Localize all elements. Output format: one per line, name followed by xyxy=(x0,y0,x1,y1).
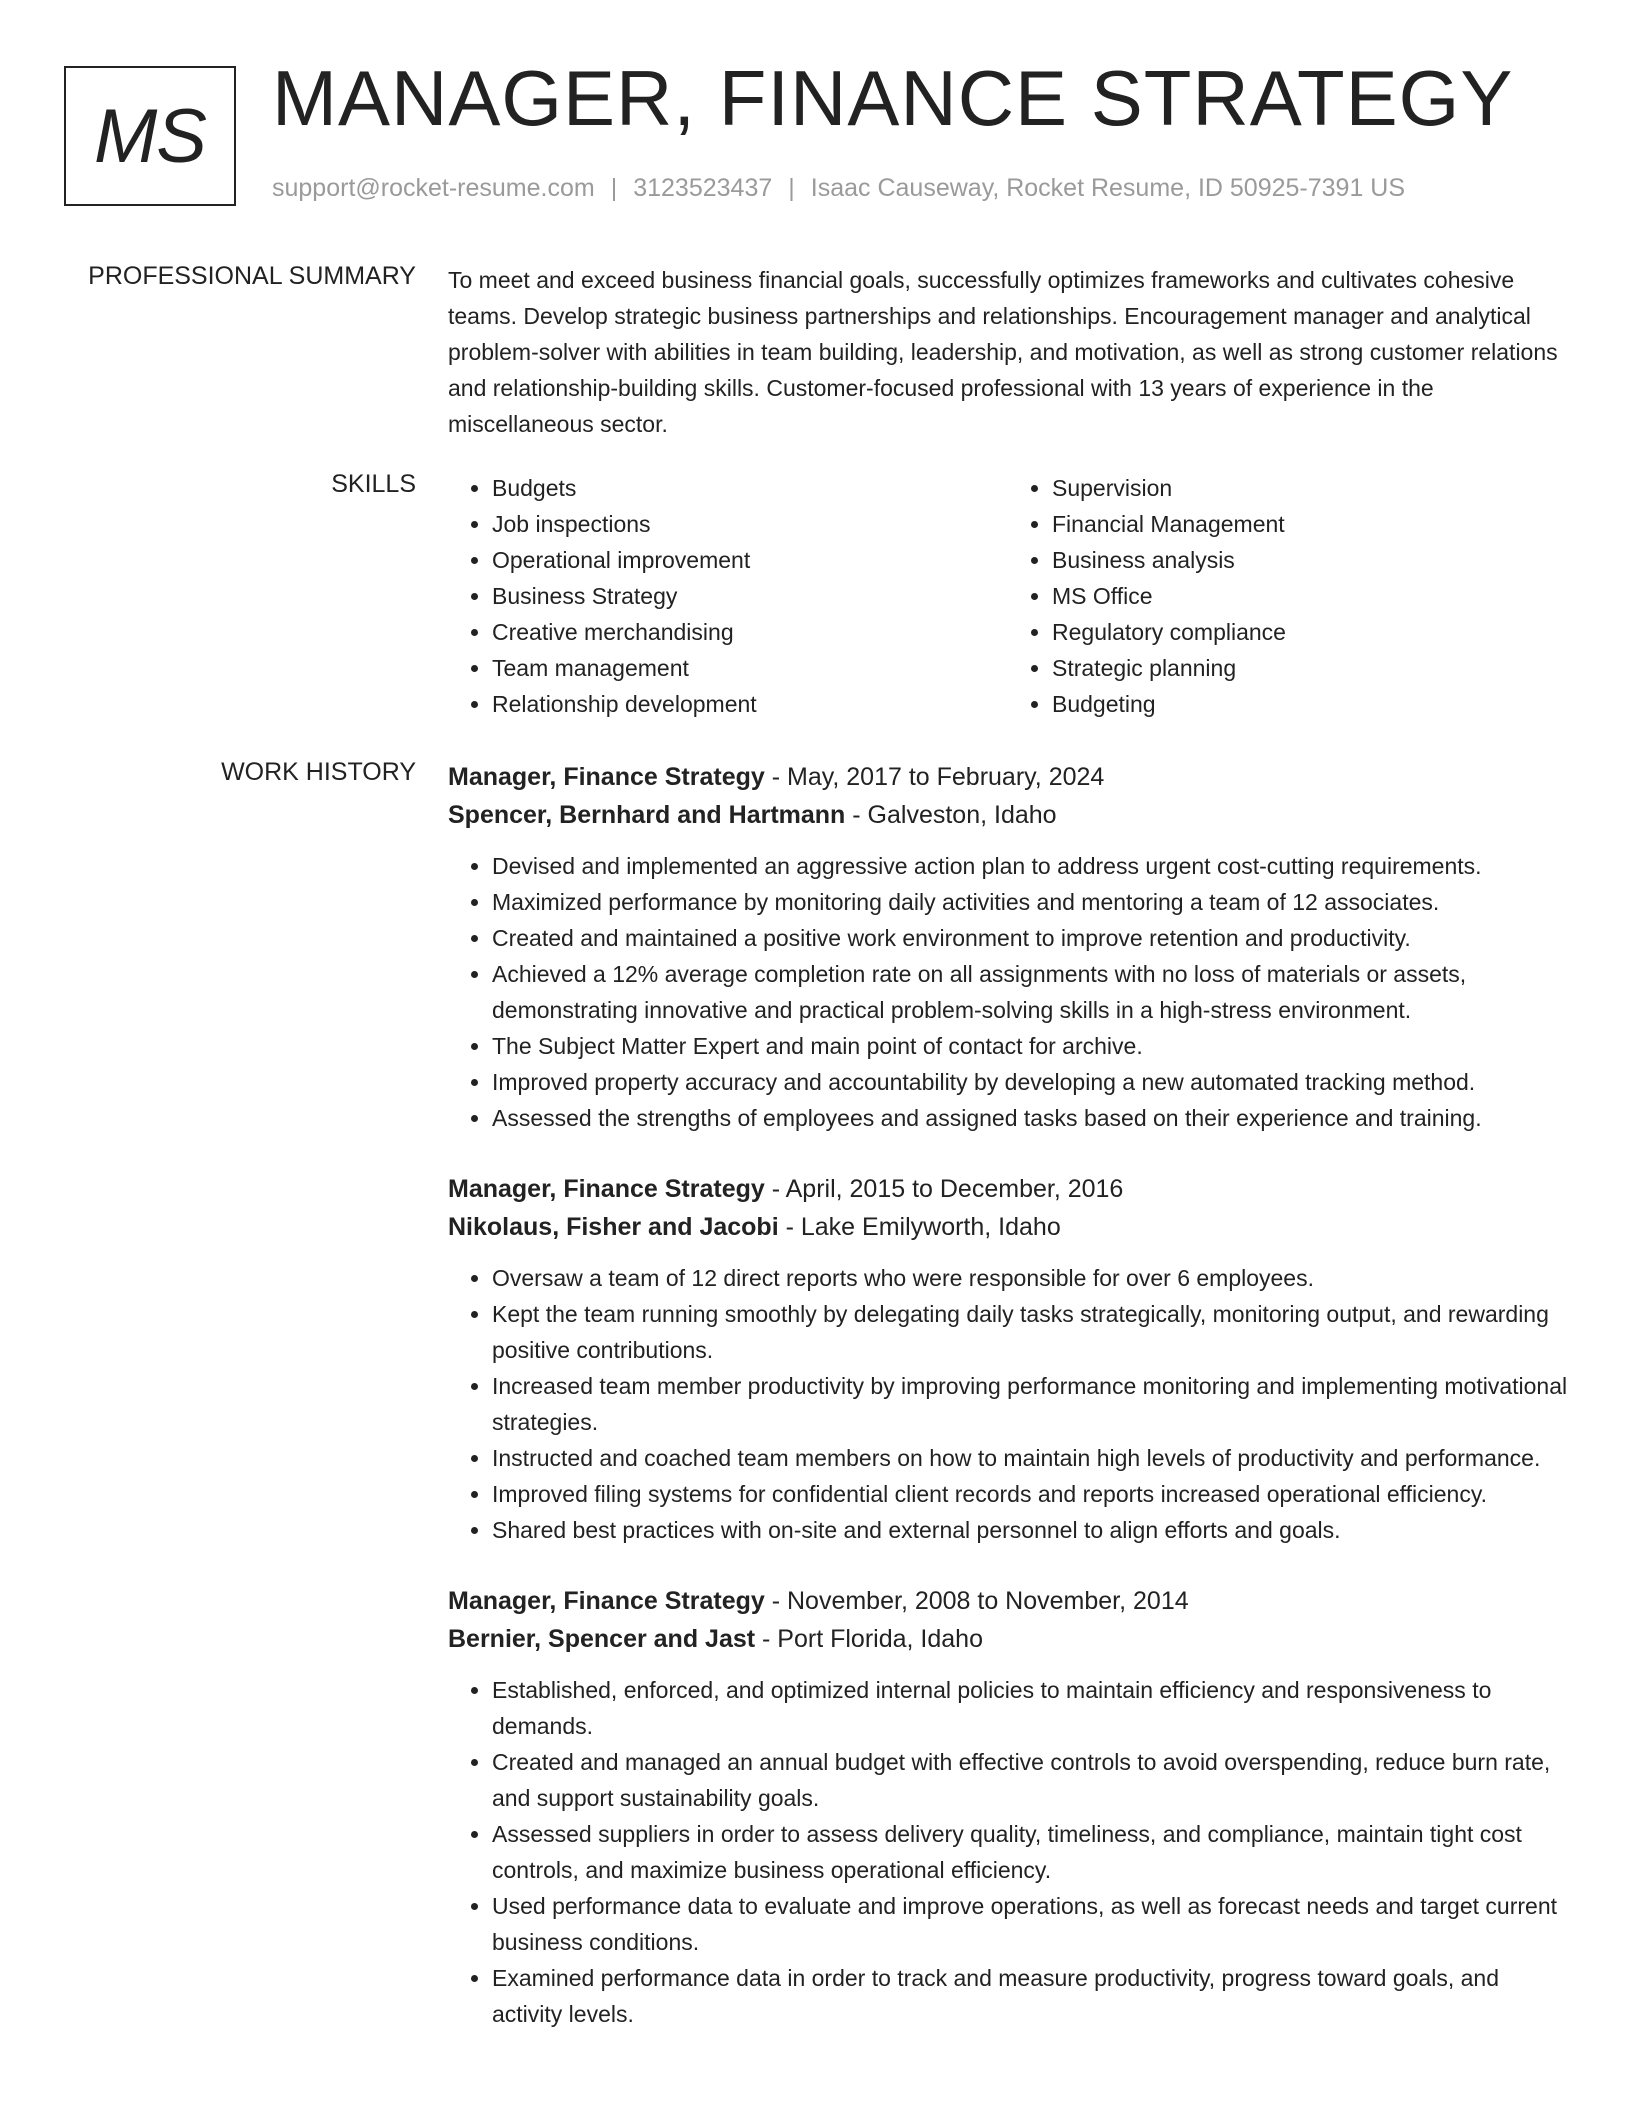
monogram-text: MS xyxy=(94,93,206,179)
job-entry xyxy=(448,1582,1568,2032)
skill-item: • Team management xyxy=(492,650,1008,686)
job-bullet: • Instructed and coached team members on how to maintain high levels of productivity and performance. xyxy=(492,1440,1568,1476)
skill-item: • Job inspections xyxy=(492,506,1008,542)
summary-text: To meet and exceed business financial goals, successfully optimizes frameworks and cultivates cohesive teams. Develop strategic business partnerships and relationships. Encouragement manager and analytical problem-solver with abilities in team building, leadership, and motivation, as well as strong customer relations and relationship-building skills. Customer-focused professional with 13 years of experience in the miscellaneous sector. xyxy=(448,267,1558,437)
work-history-body xyxy=(448,758,1568,2066)
skill-item: • MS Office xyxy=(1052,578,1568,614)
skills-heading: SKILLS xyxy=(331,470,416,498)
job-bullet: • Devised and implemented an aggressive action plan to address urgent cost-cutting requirements. xyxy=(492,848,1568,884)
job-bullet: • Created and managed an annual budget with effective controls to avoid overspending, reduce burn rate, and support sustainability goals. xyxy=(492,1744,1568,1816)
job-bullet: • Improved property accuracy and accountability by developing a new automated tracking method. xyxy=(492,1064,1568,1100)
skill-item: • Business analysis xyxy=(1052,542,1568,578)
job-bullet: • Shared best practices with on-site and external personnel to align efforts and goals. xyxy=(492,1512,1568,1548)
job-title: Manager, Finance Strategy xyxy=(448,1587,765,1615)
job-bullet: • Examined performance data in order to track and measure productivity, progress toward goals, and activity levels. xyxy=(492,1960,1568,2032)
job-dates: - May, 2017 to February, 2024 xyxy=(764,763,1105,791)
job-bullet: • Assessed the strengths of employees and assigned tasks based on their experience and training. xyxy=(492,1100,1568,1136)
contact-phone: 3123523437 xyxy=(633,174,773,202)
job-bullet: • Created and maintained a positive work environment to improve retention and productivity. xyxy=(492,920,1568,956)
monogram-logo xyxy=(64,66,236,206)
skill-item: • Operational improvement xyxy=(492,542,1008,578)
job-bullet: • The Subject Matter Expert and main point of contact for archive. xyxy=(492,1028,1568,1064)
skill-item: • Supervision xyxy=(1052,470,1568,506)
summary-heading: PROFESSIONAL SUMMARY xyxy=(88,262,416,290)
job-company-line xyxy=(448,1208,1568,1246)
job-bullet: • Achieved a 12% average completion rate on all assignments with no loss of materials or assets, demonstrating innovative and practical problem-solving skills in a high-stress environment. xyxy=(492,956,1568,1028)
contact-email: support@rocket-resume.com xyxy=(272,174,595,202)
job-location: - Lake Emilyworth, Idaho xyxy=(778,1213,1061,1241)
job-bullets xyxy=(448,1260,1568,1548)
job-bullet: • Maximized performance by monitoring daily activities and mentoring a team of 12 associates. xyxy=(492,884,1568,920)
job-location: - Galveston, Idaho xyxy=(845,801,1057,829)
contact-separator: | xyxy=(610,174,618,202)
job-bullets xyxy=(448,848,1568,1136)
summary-body xyxy=(448,262,1568,442)
skill-item: • Budgeting xyxy=(1052,686,1568,722)
skill-item: • Regulatory compliance xyxy=(1052,614,1568,650)
job-title-line xyxy=(448,1170,1568,1208)
job-company: Spencer, Bernhard and Hartmann xyxy=(448,801,846,829)
job-bullet: • Used performance data to evaluate and improve operations, as well as forecast needs and target current business conditions. xyxy=(492,1888,1568,1960)
job-bullet: • Oversaw a team of 12 direct reports who were responsible for over 6 employees. xyxy=(492,1260,1568,1296)
contact-separator: | xyxy=(788,174,795,202)
skill-item: • Creative merchandising xyxy=(492,614,1008,650)
skill-item: • Strategic planning xyxy=(1052,650,1568,686)
job-bullet: • Kept the team running smoothly by delegating daily tasks strategically, monitoring output, and rewarding positive contributions. xyxy=(492,1296,1568,1368)
contact-address: Isaac Causeway, Rocket Resume, ID 50925-7391 US xyxy=(810,174,1406,202)
job-bullet: • Improved filing systems for confidential client records and reports increased operational efficiency. xyxy=(492,1476,1568,1512)
job-company: Nikolaus, Fisher and Jacobi xyxy=(448,1213,779,1241)
job-title: Manager, Finance Strategy xyxy=(448,763,765,791)
contact-line xyxy=(272,174,1405,203)
job-bullet: • Increased team member productivity by improving performance monitoring and implementing motivational strategies. xyxy=(492,1368,1568,1440)
job-location: - Port Florida, Idaho xyxy=(755,1625,983,1653)
work-history-heading: WORK HISTORY xyxy=(221,758,416,786)
skills-column-left xyxy=(448,470,1008,722)
job-bullet: • Established, enforced, and optimized internal policies to maintain efficiency and responsiveness to demands. xyxy=(492,1672,1568,1744)
job-title-line xyxy=(448,1582,1568,1620)
job-company-line xyxy=(448,1620,1568,1658)
skills-column-right xyxy=(1008,470,1568,722)
job-entry xyxy=(448,758,1568,1136)
job-title-line xyxy=(448,758,1568,796)
page-title: MANAGER, FINANCE STRATEGY xyxy=(272,54,1514,142)
skill-item: • Business Strategy xyxy=(492,578,1008,614)
job-company: Bernier, Spencer and Jast xyxy=(448,1625,756,1653)
job-bullets xyxy=(448,1672,1568,2032)
skills-body xyxy=(448,470,1568,722)
job-dates: - November, 2008 to November, 2014 xyxy=(764,1587,1189,1615)
skill-item: • Budgets xyxy=(492,470,1008,506)
skill-item: • Financial Management xyxy=(1052,506,1568,542)
job-entry xyxy=(448,1170,1568,1548)
job-company-line xyxy=(448,796,1568,834)
skill-item: • Relationship development xyxy=(492,686,1008,722)
job-title: Manager, Finance Strategy xyxy=(448,1175,765,1203)
job-dates: - April, 2015 to December, 2016 xyxy=(764,1175,1124,1203)
job-bullet: • Assessed suppliers in order to assess delivery quality, timeliness, and compliance, maintain tight cost controls, and maximize business operational efficiency. xyxy=(492,1816,1568,1888)
